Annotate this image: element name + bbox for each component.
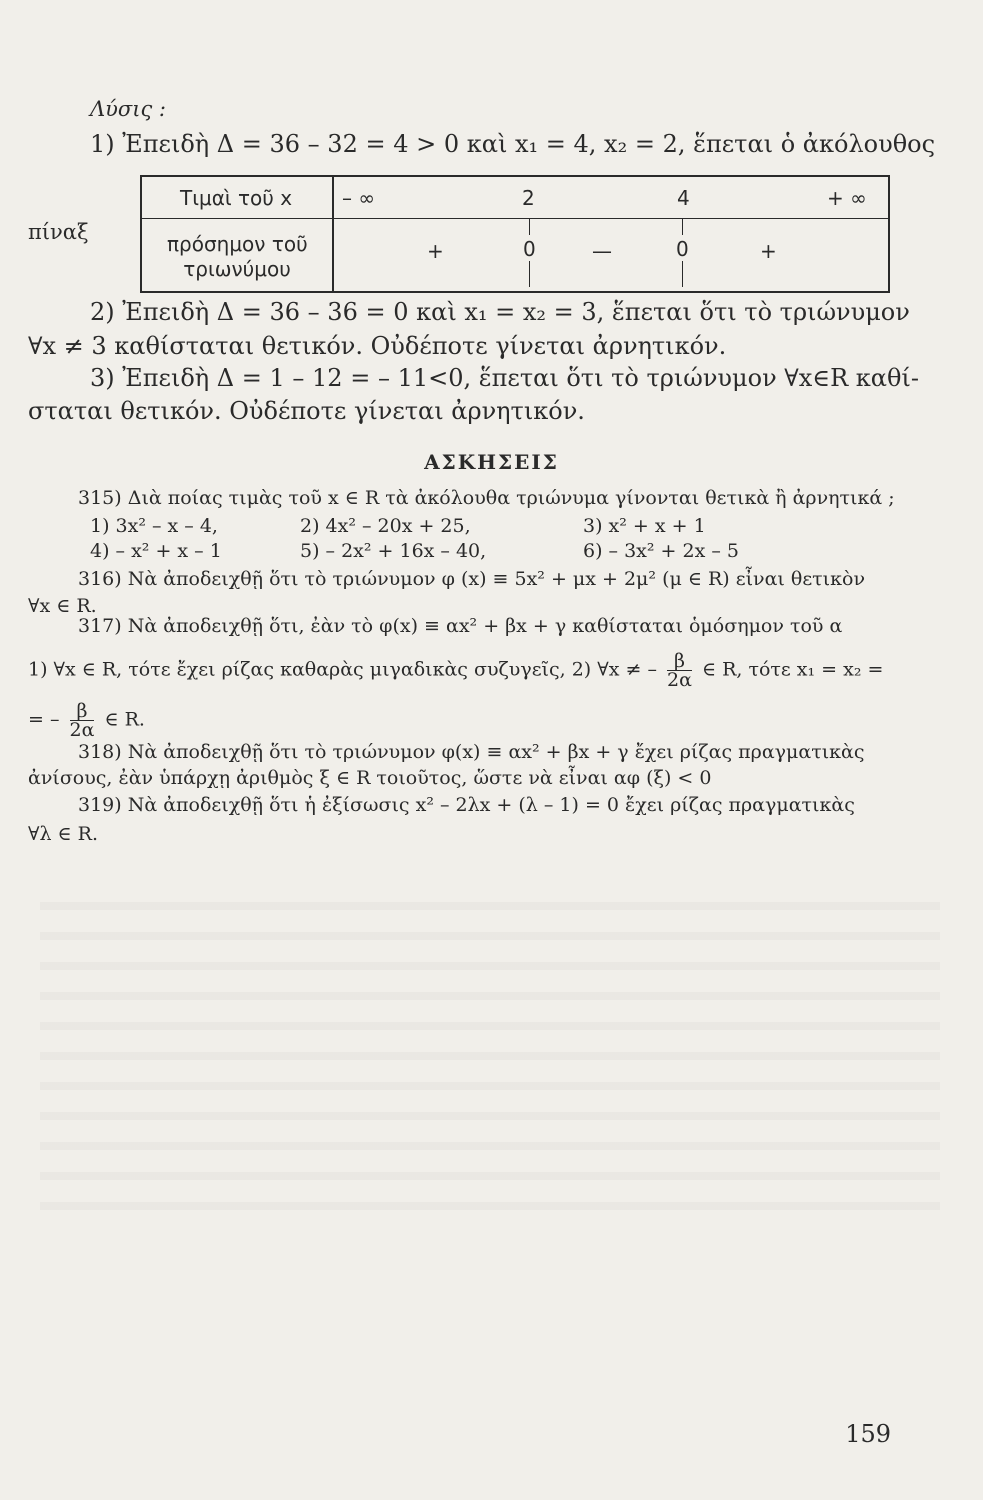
exercise-316a: 316) Νὰ ἀποδειχθῇ ὅτι τὸ τριώνυμον φ (x) ≡ 5x² + μx + 2μ² (μ ∈ R) εἶναι θετικὸν (78, 568, 865, 590)
exercises-heading: ΑΣΚΗΣΕΙΣ (424, 450, 559, 474)
table-tick-top-2 (529, 219, 530, 235)
exercise-315-item-3: 3) x² + x + 1 (583, 515, 706, 537)
table-value-2: 2 (522, 186, 535, 210)
exercise-317b-text: 1) ∀x ∈ R, τότε ἔχει ρίζας καθαρὰς μιγαδικὰς συζυγεῖς, 2) ∀x ≠ – (28, 658, 657, 681)
table-row-label-1: πρόσημον τοῦ (167, 232, 308, 256)
exercise-315-item-4: 4) – x² + x – 1 (90, 540, 222, 562)
table-tick-bottom-2 (529, 261, 530, 287)
solution-item-2a: 2) Ἐπειδὴ Δ = 36 – 36 = 0 καὶ x₁ = x₂ = 3, ἕπεται ὅτι τὸ τριώνυμον (90, 298, 910, 326)
table-sign-3: + (760, 239, 777, 263)
exercise-317c (28, 702, 145, 739)
sign-table (140, 175, 890, 293)
fraction-denominator: 2α (667, 669, 692, 691)
exercise-315-item-1: 1) 3x² – x – 4, (90, 515, 218, 537)
bleed-through-text (40, 880, 940, 1210)
table-value-minus-infinity: – ∞ (342, 186, 376, 210)
exercise-315: 315) Διὰ ποίας τιμὰς τοῦ x ∈ R τὰ ἀκόλουθα τριώνυμα γίνονται θετικὰ ἢ ἀρνητικά ; (78, 487, 895, 509)
table-value-4: 4 (677, 186, 690, 210)
exercise-317a: 317) Νὰ ἀποδειχθῇ ὅτι, ἐὰν τὸ φ(x) ≡ αx² + βx + γ καθίσταται ὁμόσημον τοῦ α (78, 615, 843, 637)
table-row-label-2: τριωνύμου (183, 257, 291, 281)
table-header-line (142, 218, 888, 219)
exercise-317c-text: = – (28, 708, 60, 731)
table-column-line (332, 177, 334, 291)
solution-item-2b: ∀x ≠ 3 καθίσταται θετικόν. Οὐδέποτε γίνεται ἀρνητικόν. (28, 332, 727, 360)
fraction-beta-over-2alpha-2 (70, 702, 95, 739)
fraction-denominator-2: 2α (69, 719, 95, 741)
solution-item-3b: σταται θετικόν. Οὐδέποτε γίνεται ἀρνητικόν. (28, 397, 585, 425)
table-side-label: πίναξ (28, 220, 89, 244)
solution-item-1: 1) Ἐπειδὴ Δ = 36 – 32 = 4 > 0 καὶ x₁ = 4, x₂ = 2, ἕπεται ὁ ἀκόλουθος (90, 130, 936, 158)
table-sign-1: + (427, 239, 444, 263)
fraction-numerator-2: β (76, 700, 88, 722)
exercise-319a: 319) Νὰ ἀποδειχθῇ ὅτι ἡ ἐξίσωσις x² – 2λx + (λ – 1) = 0 ἔχει ρίζας πραγματικὰς (78, 794, 855, 816)
page-number: 159 (845, 1420, 891, 1448)
table-sign-zero-1: 0 (523, 237, 536, 261)
table-header-label: Τιμαὶ τοῦ x (180, 186, 293, 210)
table-sign-2: — (592, 239, 612, 263)
fraction-numerator: β (673, 650, 685, 672)
exercise-319b: ∀λ ∈ R. (28, 823, 98, 845)
exercise-317c-text-2: ∈ R. (104, 708, 145, 731)
solution-item-3a: 3) Ἐπειδὴ Δ = 1 – 12 = – 11<0, ἕπεται ὅτι τὸ τριώνυμον ∀x∈R καθί- (90, 364, 919, 392)
fraction-beta-over-2alpha (667, 652, 692, 689)
table-tick-top-4 (682, 219, 683, 235)
exercise-318a: 318) Νὰ ἀποδειχθῇ ὅτι τὸ τριώνυμον φ(x) ≡ αx² + βx + γ ἔχει ρίζας πραγματικὰς (78, 741, 865, 763)
exercise-315-item-2: 2) 4x² – 20x + 25, (300, 515, 471, 537)
exercise-318b: ἀνίσους, ἐὰν ὑπάρχῃ ἀριθμὸς ξ ∈ R τοιοῦτος, ὥστε νὰ εἶναι αφ (ξ) < 0 (28, 767, 712, 789)
table-value-plus-infinity: + ∞ (827, 186, 867, 210)
exercise-316b: ∀x ∈ R. (28, 595, 97, 617)
exercise-315-item-6: 6) – 3x² + 2x – 5 (583, 540, 739, 562)
exercise-315-item-5: 5) – 2x² + 16x – 40, (300, 540, 487, 562)
table-sign-zero-2: 0 (676, 237, 689, 261)
table-tick-bottom-4 (682, 261, 683, 287)
exercise-317b (28, 652, 883, 689)
exercise-317b-text-2: ∈ R, τότε x₁ = x₂ = (701, 658, 884, 681)
solution-label: Λύσις : (90, 97, 167, 121)
